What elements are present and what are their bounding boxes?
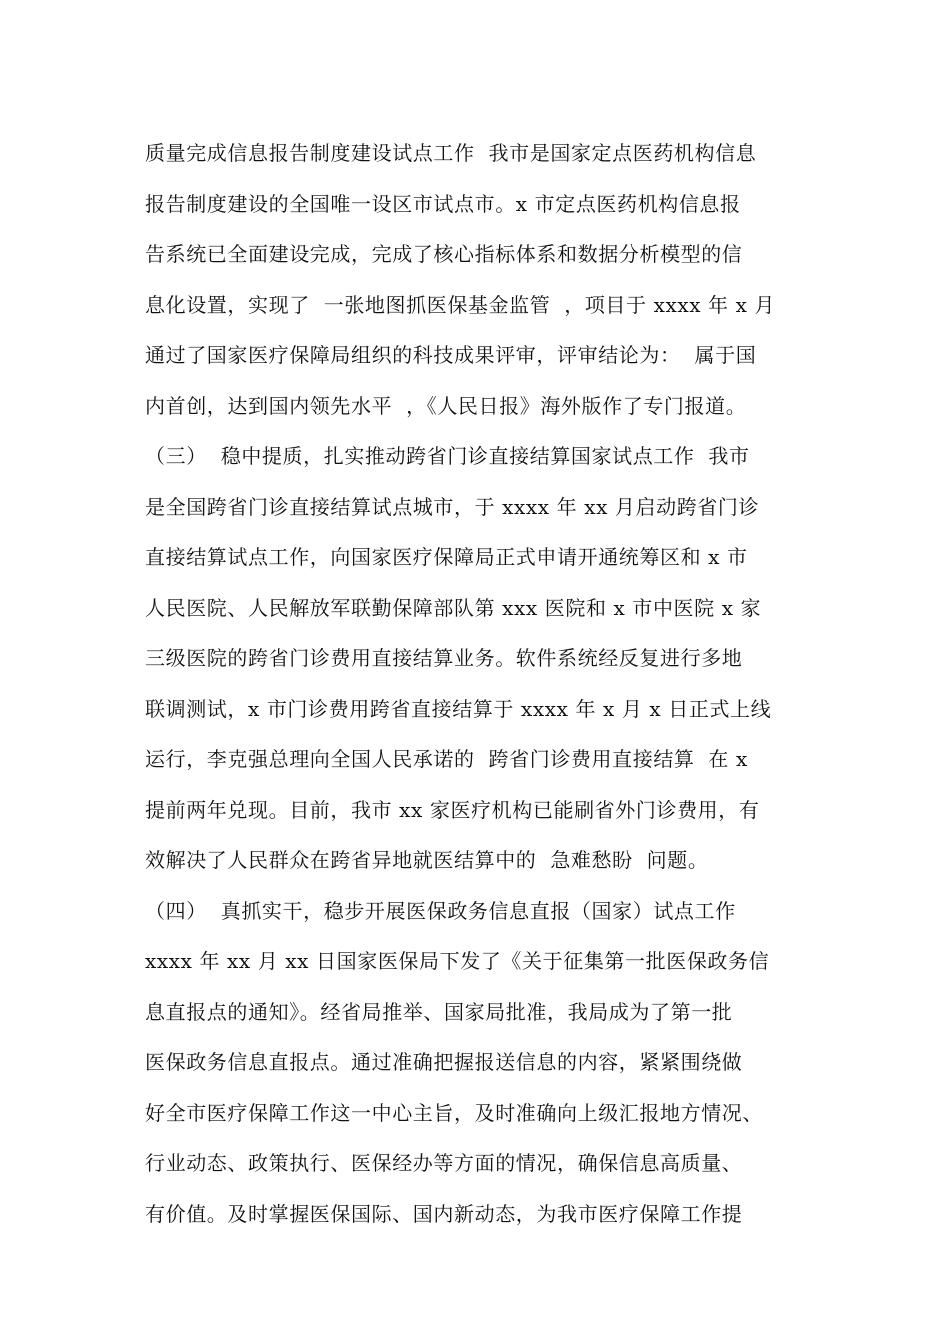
text-line: 通过了国家医疗保障局组织的科技成果评审，评审结论为： 属于国 [145, 343, 757, 367]
text-line: 息直报点的通知》。经省局推举、国家局批准，我局成为了第一批 [145, 999, 733, 1024]
text-line: 医保政务信息直报点。通过准确把握报送信息的内容，紧紧围绕做 [145, 1050, 743, 1074]
text-line: 行业动态、政策执行、医保经办等方面的情况，确保信息高质量、 [145, 1151, 743, 1175]
text-line: 息化设置，实现了 一张地图抓医保基金监管 ，项目于 xxxx 年 x 月 [145, 292, 776, 317]
text-line: 提前两年兑现。目前，我市 xx 家医疗机构已能刷省外门诊费用，有 [145, 797, 760, 822]
text-line: 有价值。及时掌握医保国际、国内新动态，为我市医疗保障工作提 [145, 1201, 743, 1226]
text-line: 告系统已全面建设完成，完成了核心指标体系和数据分析模型的信 [145, 242, 743, 266]
text-line: 运行，李克强总理向全国人民承诺的 跨省门诊费用直接结算 在 x [145, 747, 748, 771]
section-heading-three: （三） 稳中提质，扎实推动跨省门诊直接结算国家试点工作 我市 [145, 444, 750, 468]
text-line: 内首创，达到国内领先水平 ，《人民日报》海外版作了专门报道。 [145, 393, 747, 418]
text-line: 人民医院、人民解放军联勤保障部队第 xxx 医院和 x 市中医院 x 家 [145, 595, 762, 620]
text-line: 联调测试，x 市门诊费用跨省直接结算于 xxxx 年 x 月 x 日正式上线 [145, 696, 772, 721]
text-line: 质量完成信息报告制度建设试点工作 我市是国家定点医药机构信息 [145, 141, 757, 165]
text-line: 报告制度建设的全国唯一设区市试点市。x 市定点医药机构信息报 [145, 191, 741, 216]
text-line: 三级医院的跨省门诊费用直接结算业务。软件系统经反复进行多地 [145, 646, 743, 670]
section-heading-four: （四） 真抓实干，稳步开展医保政务信息直报（国家）试点工作 [145, 898, 736, 923]
text-line: 好全市医疗保障工作这一中心主旨，及时准确向上级汇报地方情况、 [145, 1100, 763, 1125]
text-line: 效解决了人民群众在跨省异地就医结算中的 急难愁盼 问题。 [145, 848, 709, 872]
text-line: xxxx 年 xx 月 xx 日国家医保局下发了《关于征集第一批医保政务信 [145, 949, 770, 973]
text-line: 是全国跨省门诊直接结算试点城市，于 xxxx 年 xx 月启动跨省门诊 [145, 494, 760, 519]
document-body [145, 134, 835, 1245]
text-line: 直接结算试点工作，向国家医疗保障局正式申请开通统筹区和 x 市 [145, 545, 748, 569]
